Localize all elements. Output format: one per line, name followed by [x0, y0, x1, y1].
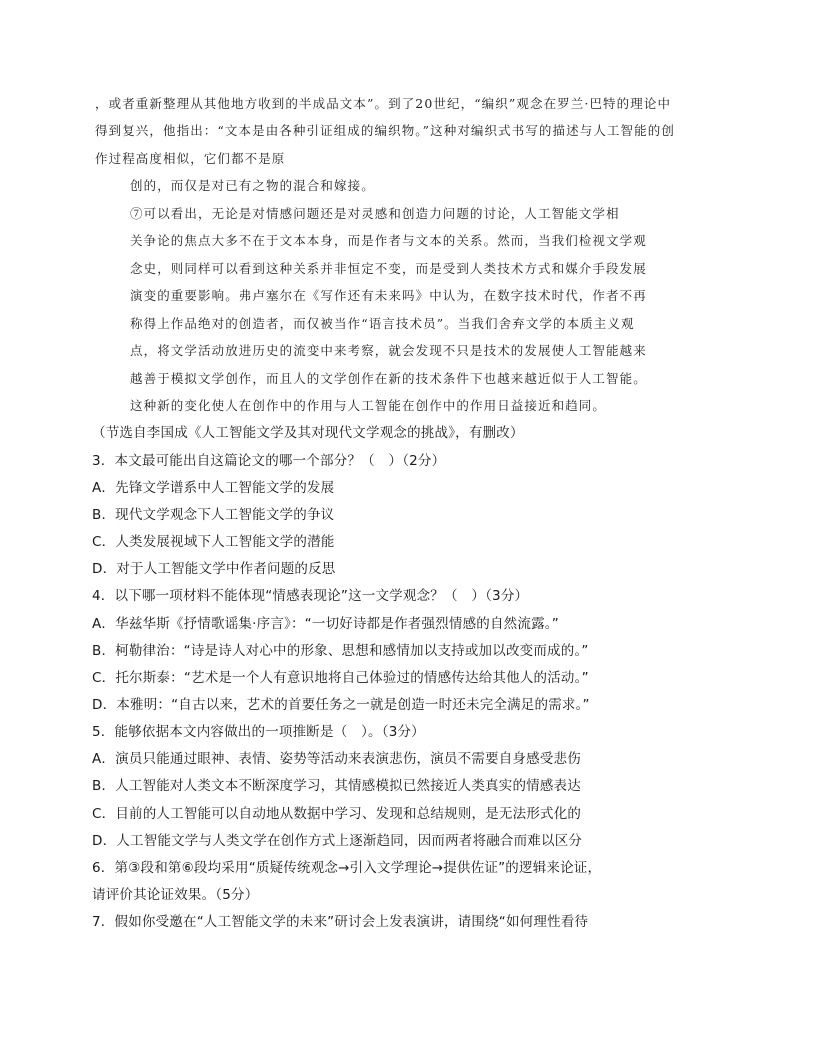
question-7: 7．假如你受邀在“人工智能文学的未来”研讨会上发表演讲，请围绕“如何理性看待 [92, 914, 589, 930]
passage-line: 这种新的变化使人在创作中的作用与人工智能在创作中的作用日益接近和趋同。 [130, 398, 607, 413]
option-line: B．人工智能对人类文本不断深度学习，其情感模拟已然接近人类真实的情感表达 [92, 778, 581, 794]
passage-line: 越善于模拟文学创作，而且人的文学创作在新的技术条件下也越来越近似于人工智能。 [130, 371, 647, 386]
question-4: 4．以下哪一项材料不能体现“情感表现论”这一文学观念？（ ）（3分） [92, 588, 529, 604]
passage-line: 演变的重要影响。弗卢塞尔在《写作还有未来吗》中认为，在数字技术时代，作者不再 [130, 288, 647, 303]
option-line: C．人类发展视域下人工智能文学的潜能 [92, 534, 335, 550]
passage-line: ⑦可以看出，无论是对情感问题还是对灵感和创造力问题的讨论，人工智能文学相 [130, 206, 620, 221]
option-line: D．人工智能文学与人类文学在创作方式上逐渐趋同，因而两者将融合而难以区分 [92, 833, 583, 849]
passage-line: 创的，而仅是对已有之物的混合和嫁接。 [130, 178, 375, 193]
passage-line: 念史，则同样可以看到这种关系并非恒定不变，而是受到人类技术方式和媒介手段发展 [130, 261, 647, 276]
question-5: 5．能够依据本文内容做出的一项推断是（ ）。（3分） [92, 724, 425, 740]
source-note: （节选自李国成《人工智能文学及其对现代文学观念的挑战》，有删改） [92, 425, 524, 441]
passage-line: 称得上作品绝对的创造者，而仅被当作“语言技术员”。当我们舍弃文学的本质主义观 [130, 316, 635, 331]
passage-line: 得到复兴，他指出：“文本是由各种引证组成的编织物。”这种对编织式书写的描述与人工智能的创 [95, 123, 675, 138]
passage-line: 点，将文学活动放进历史的流变中来考察，就会发现不只是技术的发展使人工智能越来 [130, 343, 647, 358]
option-line: A．先锋文学谱系中人工智能文学的发展 [92, 480, 335, 496]
option-line: A．华兹华斯《抒情歌谣集·序言》：“一切好诗都是作者强烈情感的自然流露。” [92, 616, 559, 632]
option-line: B．现代文学观念下人工智能文学的争议 [92, 507, 335, 523]
question-6-cont: 请评价其论证效果。（5分） [92, 887, 259, 903]
option-line: B．柯勒律治：“诗是诗人对心中的形象、思想和感情加以支持或加以改变而成的。” [92, 643, 589, 659]
option-line: C．目前的人工智能可以自动地从数据中学习、发现和总结规则，是无法形式化的 [92, 806, 582, 822]
option-line: D．本雅明：“自古以来，艺术的首要任务之一就是创造一时还未完全满足的需求。” [92, 697, 590, 713]
option-line: D．对于人工智能文学中作者问题的反思 [92, 561, 336, 577]
passage-line: 关争论的焦点大多不在于文本本身，而是作者与文本的关系。然而，当我们检视文学观 [130, 233, 647, 248]
passage-line: 作过程高度相似，它们都不是原 [95, 151, 286, 166]
question-3: 3．本文最可能出自这篇论文的哪一个部分？（ ）（2分） [92, 453, 446, 469]
passage-line: ，或者重新整理从其他地方收到的半成品文本”。到了20世纪，“编织”观念在罗兰·巴特的理论中 [95, 96, 672, 111]
option-line: A．演员只能通过眼神、表情、姿势等活动来表演悲伤，演员不需要自身感受悲伤 [92, 751, 581, 767]
option-line: C．托尔斯泰：“艺术是一个人有意识地将自己体验过的情感传达给其他人的活动。” [92, 670, 589, 686]
question-6: 6．第③段和第⑥段均采用“质疑传统观念→引入文学理论→提供佐证”的逻辑来论证， [92, 860, 602, 876]
